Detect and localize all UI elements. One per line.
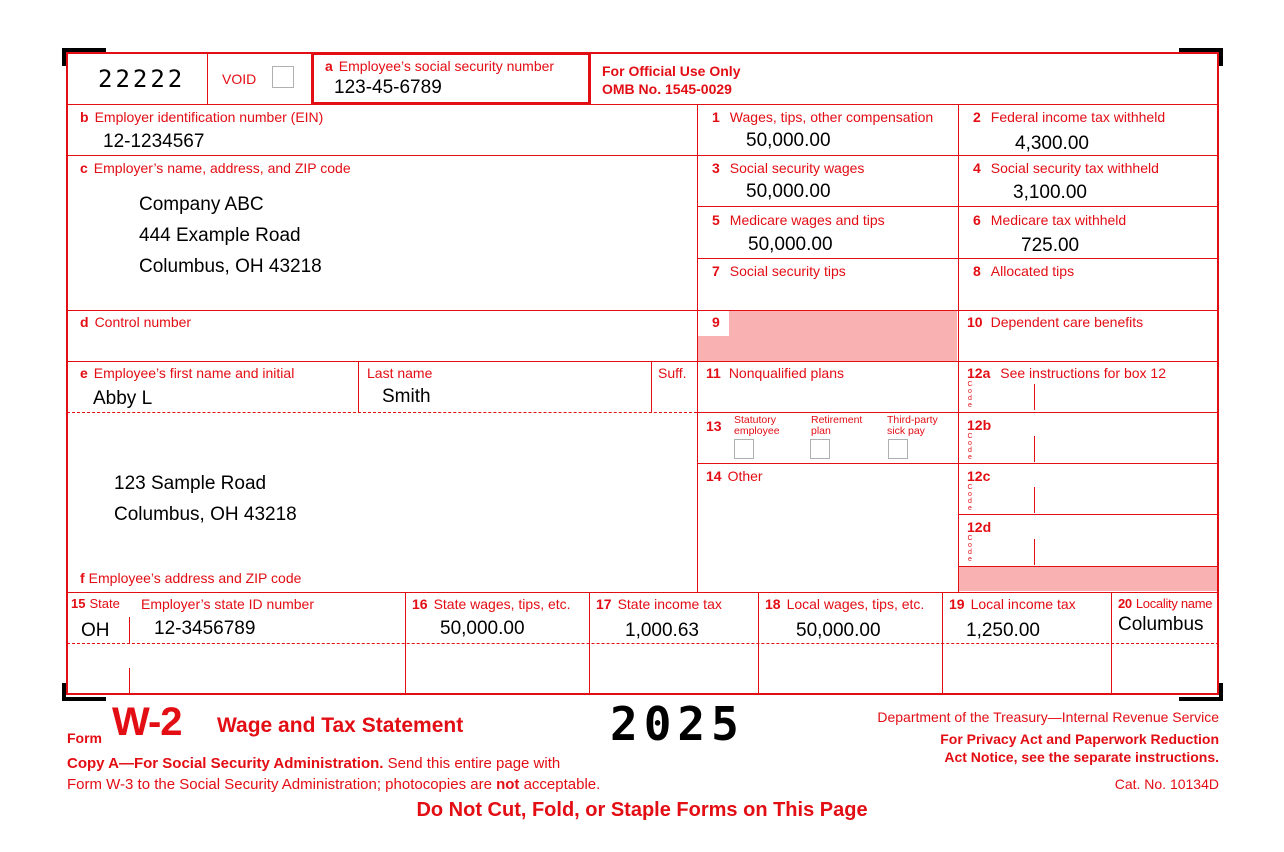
box-a-label: a Employee’s social security number: [325, 58, 555, 74]
employer-street: 444 Example Road: [139, 225, 301, 246]
third-party-sick-pay-checkbox[interactable]: [888, 439, 908, 459]
box-2-label: 2 Federal income tax withheld: [973, 109, 1166, 125]
box-12c-code-label: C o d e: [967, 484, 973, 512]
box-5-value: 50,000.00: [748, 234, 833, 255]
statutory-employee-checkbox[interactable]: [734, 439, 754, 459]
box-20-value: Columbus: [1118, 614, 1204, 635]
employer-name: Company ABC: [139, 194, 264, 215]
box-16-value: 50,000.00: [440, 618, 525, 639]
box-4-value: 3,100.00: [1013, 182, 1087, 203]
box-e-label: e Employee’s first name and initial: [80, 365, 295, 381]
void-checkbox[interactable]: [272, 66, 294, 88]
employee-city: Columbus, OH 43218: [114, 504, 297, 525]
box-17-value: 1,000.63: [625, 620, 699, 641]
box-15-state-label: 15 State: [71, 596, 120, 611]
omb-number: OMB No. 1545-0029: [602, 81, 732, 97]
ein-value: 12-1234567: [103, 131, 205, 152]
box-5-label: 5 Medicare wages and tips: [712, 212, 885, 228]
box-c-label: c Employer’s name, address, and ZIP code: [80, 160, 351, 176]
privacy-notice-1: For Privacy Act and Paperwork Reduction: [940, 731, 1219, 747]
form-word: Form: [67, 730, 102, 746]
copy-a-line-2: Form W-3 to the Social Security Administration; photocopies are not acceptable.: [67, 776, 601, 793]
box-18-value: 50,000.00: [796, 620, 881, 641]
box-2-value: 4,300.00: [1015, 133, 1089, 154]
box-18-label: 18 Local wages, tips, etc.: [765, 596, 925, 612]
do-not-cut-warning: Do Not Cut, Fold, or Staple Forms on This Page: [416, 799, 868, 821]
employee-street: 123 Sample Road: [114, 473, 267, 494]
retirement-plan-label: Retirement plan: [811, 414, 863, 437]
catalog-number: Cat. No. 10134D: [1114, 776, 1219, 792]
box-17-label: 17 State income tax: [596, 596, 722, 612]
box-12a-code-label: C o d e: [967, 381, 973, 409]
last-name-label: Last name: [367, 365, 433, 381]
box-3-value: 50,000.00: [746, 181, 831, 202]
state-id-value: 12-3456789: [154, 618, 256, 639]
official-use-label: For Official Use Only: [602, 63, 741, 79]
box-13-label: 13: [706, 418, 722, 434]
state-value: OH: [81, 620, 110, 641]
privacy-notice-2: Act Notice, see the separate instructions.: [944, 749, 1219, 765]
box-12a-label: 12a See instructions for box 12: [967, 365, 1167, 381]
employee-last-name: Smith: [382, 386, 431, 407]
void-label: VOID: [222, 71, 257, 87]
box-16-label: 16 State wages, tips, etc.: [412, 596, 571, 612]
box-1-value: 50,000.00: [746, 130, 831, 151]
box-6-value: 725.00: [1021, 235, 1080, 256]
box-6-label: 6 Medicare tax withheld: [973, 212, 1127, 228]
tax-year: 2025: [610, 697, 745, 751]
employer-city: Columbus, OH 43218: [139, 256, 322, 277]
box-8-label: 8 Allocated tips: [973, 263, 1075, 279]
box-15-id-label: Employer’s state ID number: [141, 596, 314, 612]
box-d-label: d Control number: [80, 314, 192, 330]
box-19-value: 1,250.00: [966, 620, 1040, 641]
box-7-label: 7 Social security tips: [712, 263, 846, 279]
employee-first-name: Abby L: [93, 388, 153, 409]
suffix-label: Suff.: [658, 365, 687, 381]
form-title: Wage and Tax Statement: [217, 714, 464, 737]
box-20-label: 20 Locality name: [1118, 596, 1213, 611]
box-19-label: 19 Local income tax: [949, 596, 1076, 612]
box-3-label: 3 Social security wages: [712, 160, 865, 176]
department-label: Department of the Treasury—Internal Revenue Service: [877, 709, 1219, 725]
box-12d-code-label: C o d e: [967, 535, 973, 563]
box-1-label: 1 Wages, tips, other compensation: [712, 109, 934, 125]
box-12b-code-label: C o d e: [967, 433, 973, 461]
box-b-label: b Employer identification number (EIN): [80, 109, 324, 125]
box-4-label: 4 Social security tax withheld: [973, 160, 1159, 176]
statutory-employee-label: Statutory employee: [734, 414, 780, 437]
retirement-plan-checkbox[interactable]: [810, 439, 830, 459]
box-14-label: 14 Other: [706, 468, 763, 484]
box-12d-label: 12d: [967, 519, 992, 535]
third-party-sick-pay-label: Third-party sick pay: [887, 414, 938, 437]
ssn-value: 123-45-6789: [334, 77, 442, 98]
box-11-label: 11 Nonqualified plans: [706, 365, 845, 381]
box-9-label: 9: [712, 314, 720, 330]
box-12c-label: 12c: [967, 468, 991, 484]
box-12b-label: 12b: [967, 417, 992, 433]
box-f-label: f Employee’s address and ZIP code: [80, 570, 302, 586]
copy-a-line-1: Copy A—For Social Security Administration. Send this entire page with: [67, 755, 561, 772]
form-code: 22222: [98, 65, 186, 93]
form-name-w2: W-2: [112, 700, 182, 744]
box-10-label: 10 Dependent care benefits: [967, 314, 1144, 330]
